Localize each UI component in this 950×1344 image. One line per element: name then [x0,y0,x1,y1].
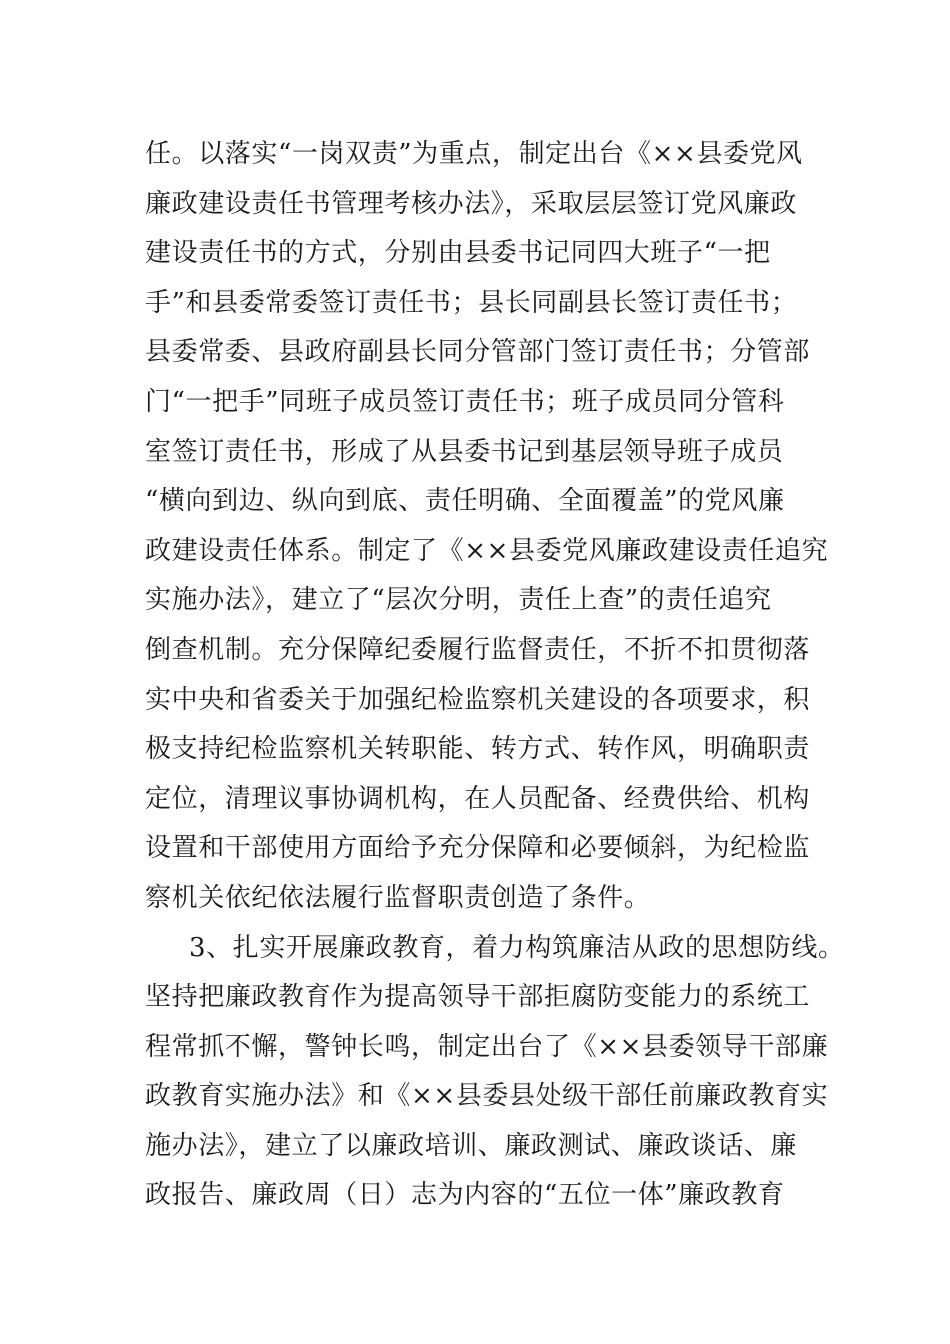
text-line-22: 政报告、廉政周（日）志为内容的“五位一体”廉政教育 [145,1180,785,1211]
text-line-3: 建设责任书的方式，分别由县委书记同四大班子“一把 [145,238,771,269]
text-line-16: 察机关依纪依法履行监督职责创造了条件。 [145,882,651,913]
text-line-1: 任。以落实“一岗双责”为重点，制定出台《××县委党风 [145,139,803,169]
text-line-2: 廉政建设责任书管理考核办法》，采取层层签订党风廉政 [145,188,798,219]
text-line-7: 室签订责任书，形成了从县委书记到基层领导班子成员 [145,436,784,467]
text-line-10: 实施办法》，建立了“层次分明，责任上查”的责任追究 [145,585,772,616]
text-line-19: 程常抓不懈，警钟长鸣，制定出台了《××县委领导干部廉 [145,1031,829,1062]
text-line-14: 定位，清理议事协调机构，在人员配备、经费供给、机构 [145,783,811,814]
text-line-9: 政建设责任体系。制定了《××县委党风廉政建设责任追究 [145,535,829,566]
text-line-20: 政教育实施办法》和《××县委县处级干部任前廉政教育实 [145,1081,829,1112]
text-line-8: “横向到边、纵向到底、责任明确、全面覆盖”的党风廉 [145,486,785,517]
text-line-5: 县委常委、县政府副县长同分管部门签订责任书；分管部 [145,337,811,368]
text-line-15: 设置和干部使用方面给予充分保障和必要倾斜，为纪检监 [145,833,811,864]
text-line-12: 实中央和省委关于加强纪检监察机关建设的各项要求，积 [145,684,811,715]
text-line-4: 手”和县委常委签订责任书；县长同副县长签订责任书； [145,287,798,318]
body-text [145,130,845,1221]
text-line-21: 施办法》，建立了以廉政培训、廉政测试、廉政谈话、廉 [145,1130,798,1161]
text-line-18: 坚持把廉政教育作为提高领导干部拒腐防变能力的系统工 [145,982,811,1013]
text-line-6: 门“一把手”同班子成员签订责任书；班子成员同分管科 [145,386,785,417]
text-line-13: 极支持纪检监察机关转职能、转方式、转作风，明确职责 [145,734,811,765]
text-line-11: 倒查机制。充分保障纪委履行监督责任，不折不扣贯彻落 [145,634,811,665]
section-heading-3: 3、扎实开展廉政教育，着力构筑廉洁从政的思想防线。 [189,932,845,963]
